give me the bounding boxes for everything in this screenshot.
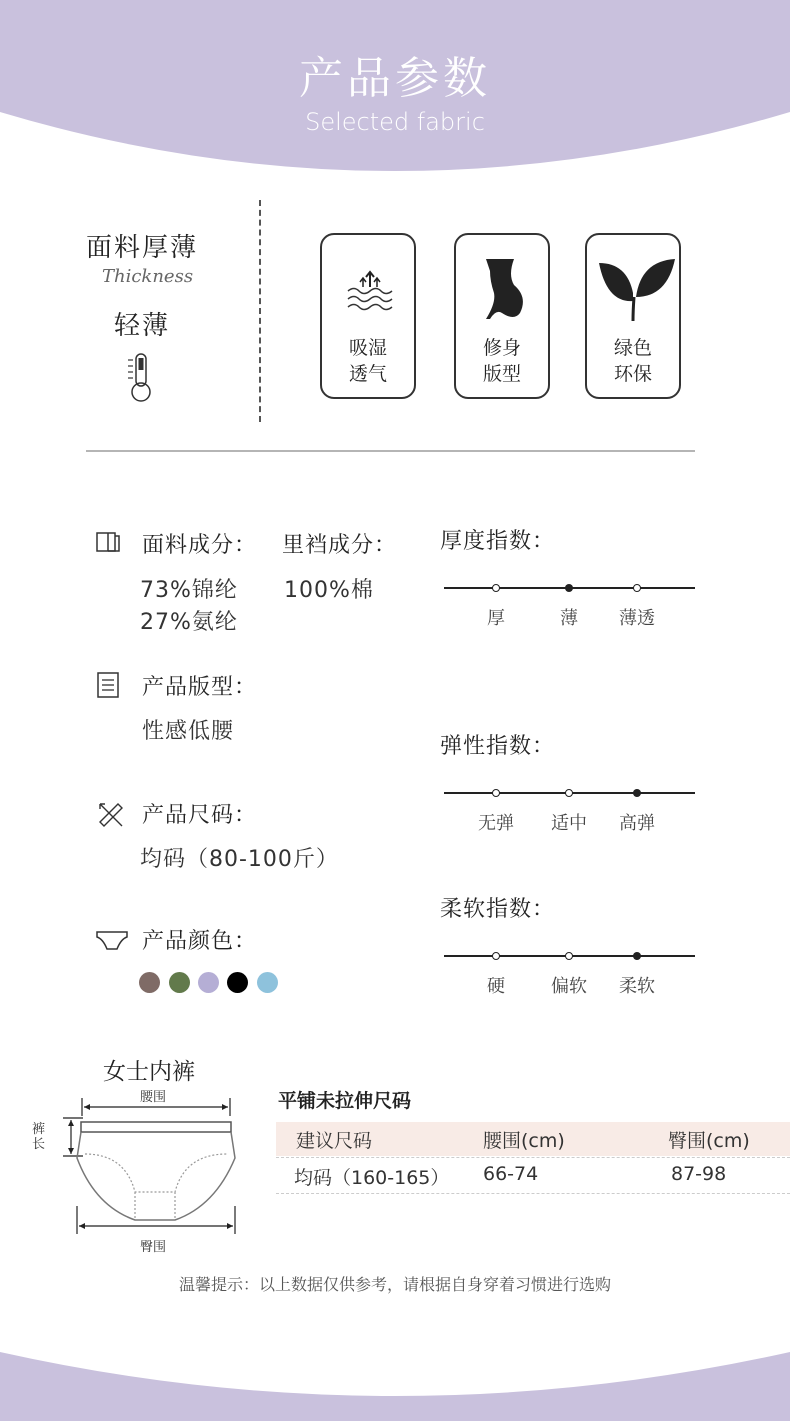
scale-dot-selected — [633, 789, 641, 797]
scale-dot-selected — [565, 584, 573, 592]
table-cell: 66-74 — [483, 1163, 539, 1185]
ruler-pencil-icon — [96, 800, 126, 828]
scale-dot — [565, 789, 573, 797]
scale-dot — [492, 584, 500, 592]
table-header-cell: 建议尺码 — [296, 1130, 373, 1152]
color-label: 产品颜色： — [142, 929, 258, 954]
page-title: 产品参数 — [299, 53, 491, 104]
color-swatch[interactable] — [198, 972, 219, 993]
table-cell: 87-98 — [671, 1163, 727, 1185]
waves-icon — [322, 253, 418, 323]
vertical-divider — [259, 200, 261, 422]
feature-card-breathable — [320, 233, 416, 399]
scale-dot-selected — [633, 952, 641, 960]
size-label: 产品尺码： — [142, 803, 258, 828]
feature-card-eco — [585, 233, 681, 399]
footer-background — [0, 1340, 790, 1421]
table-header-cell: 臀围(cm) — [668, 1130, 750, 1152]
waist-label: 腰围 — [140, 1090, 167, 1105]
color-swatch[interactable] — [139, 972, 160, 993]
fabric-value: 73%锦纶 — [140, 578, 238, 603]
lining-label: 里裆成分： — [282, 533, 398, 558]
diagram-title: 女士内裤 — [103, 1059, 195, 1085]
size-table-title: 平铺未拉伸尺码 — [278, 1090, 412, 1112]
thickness-value: 轻薄 — [114, 311, 171, 341]
scale-tick: 无弹 — [478, 813, 514, 834]
feature-caption: 修身 版型 — [482, 337, 521, 385]
scale-tick: 偏软 — [551, 976, 587, 997]
color-swatch[interactable] — [169, 972, 190, 993]
table-divider — [276, 1193, 790, 1194]
page-subtitle: Selected fabric — [305, 108, 485, 136]
scale-tick: 适中 — [551, 813, 587, 834]
document-icon — [96, 671, 120, 699]
elasticity-index-title: 弹性指数： — [440, 734, 556, 759]
table-header-cell: 腰围(cm) — [483, 1130, 565, 1152]
book-icon — [95, 530, 121, 554]
fabric-value: 27%氨纶 — [140, 610, 238, 635]
length-label: 裤长 — [32, 1122, 46, 1152]
feature-card-slim-fit — [454, 233, 550, 399]
fabric-label: 面料成分： — [142, 533, 258, 558]
color-swatch[interactable] — [227, 972, 248, 993]
scale-dot — [492, 952, 500, 960]
table-divider — [276, 1157, 790, 1158]
softness-index-title: 柔软指数： — [440, 897, 556, 922]
size-value: 均码（80-100斤） — [140, 847, 339, 872]
scale-tick: 厚 — [487, 608, 505, 629]
scale-tick: 硬 — [487, 976, 505, 997]
feature-caption: 绿色 环保 — [613, 337, 652, 385]
fit-value: 性感低腰 — [142, 719, 235, 744]
table-cell: 均码（160-165） — [294, 1167, 450, 1189]
thickness-label-en: Thickness — [102, 266, 194, 287]
body-shape-icon — [456, 253, 552, 323]
scale-tick: 柔软 — [619, 976, 655, 997]
lining-value: 100%棉 — [284, 578, 374, 603]
underwear-icon — [95, 929, 129, 953]
tip-text: 温馨提示：以上数据仅供参考，请根据自身穿着习惯进行选购 — [178, 1275, 611, 1294]
scale-dot — [565, 952, 573, 960]
scale-tick: 高弹 — [619, 813, 655, 834]
feature-caption: 吸湿 透气 — [348, 337, 387, 385]
section-divider — [86, 450, 695, 452]
thickness-label: 面料厚薄 — [86, 233, 199, 263]
scale-dot — [633, 584, 641, 592]
color-swatch[interactable] — [257, 972, 278, 993]
thermometer-icon — [124, 352, 158, 404]
thickness-index-title: 厚度指数： — [440, 529, 556, 554]
underwear-diagram — [55, 1096, 255, 1236]
leaf-icon — [587, 253, 683, 323]
fit-label: 产品版型： — [142, 675, 258, 700]
hip-label: 臀围 — [140, 1240, 167, 1255]
scale-dot — [492, 789, 500, 797]
scale-tick: 薄 — [560, 608, 578, 629]
scale-tick: 薄透 — [619, 608, 655, 629]
